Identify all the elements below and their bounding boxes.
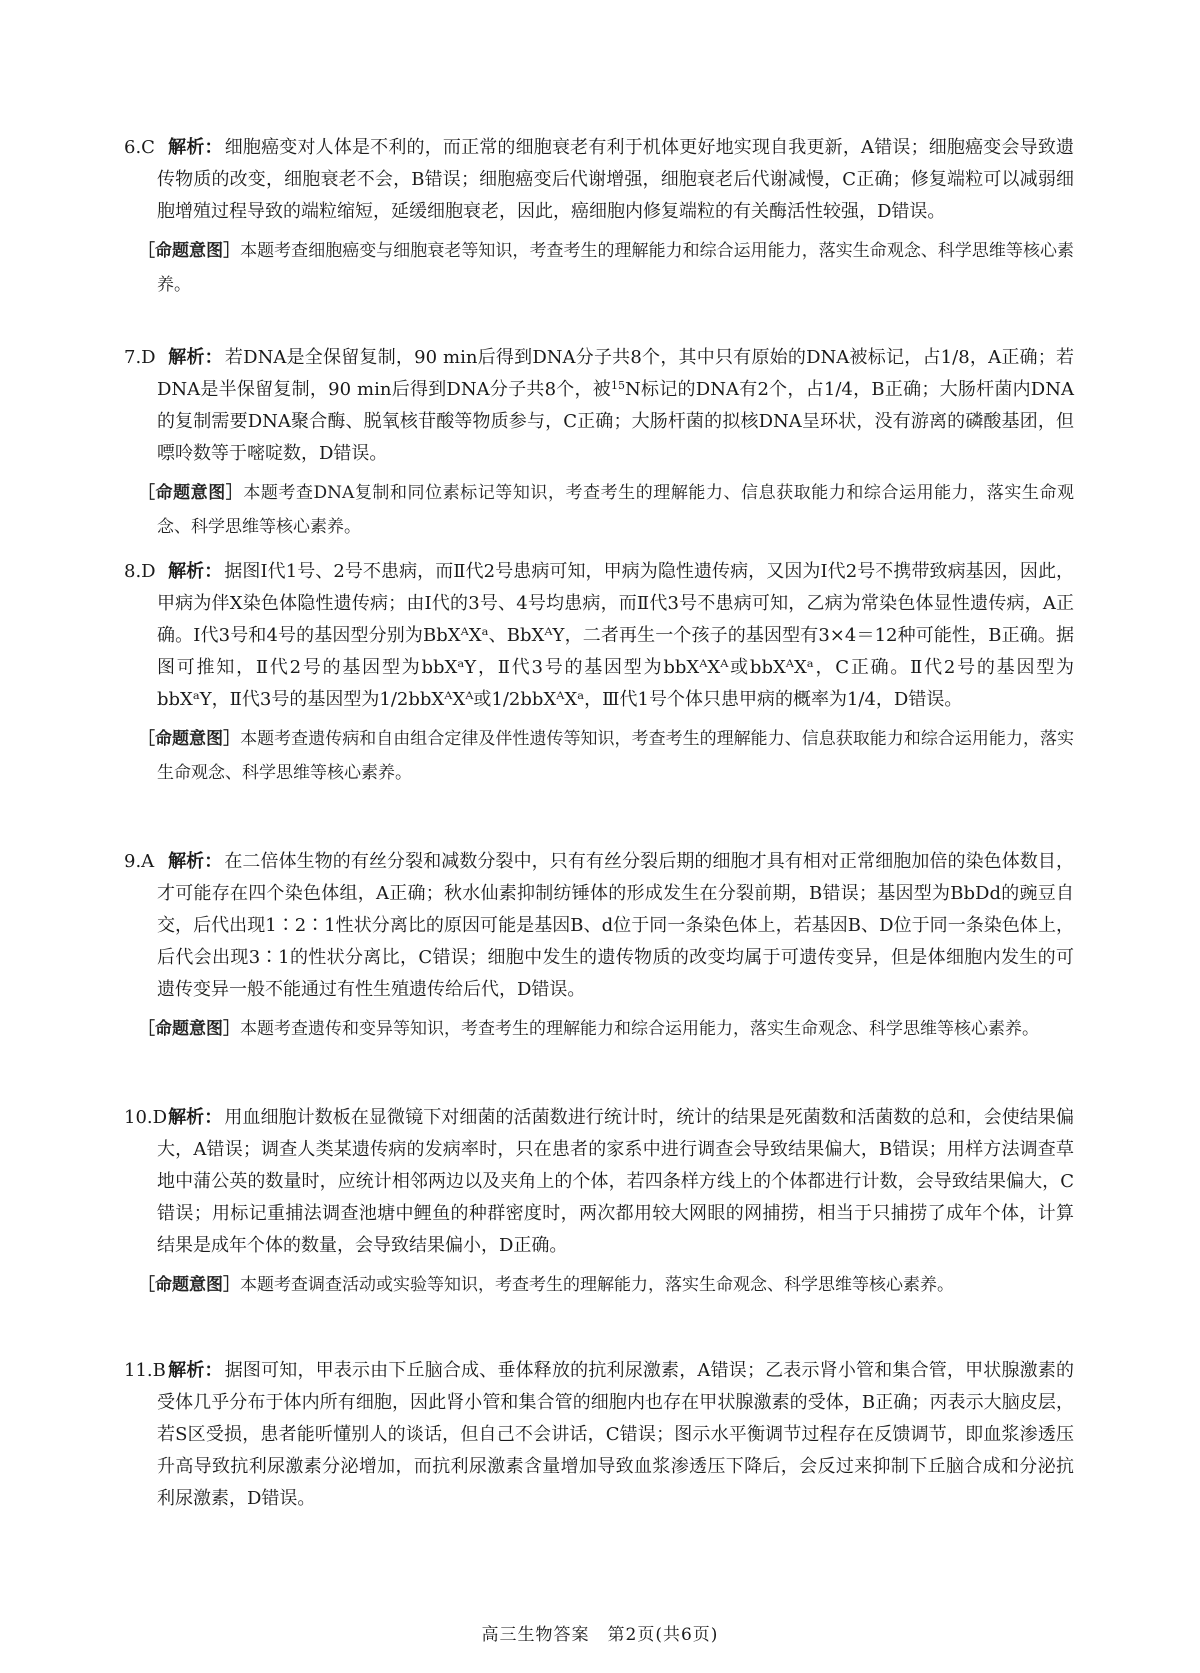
intent-text: 本题考查遗传和变异等知识，考查考生的理解能力和综合运用能力，落实生命观念、科学思维等核心素养。 [240,1019,1039,1039]
page-footer: 高三生物答案 第2页(共6页) [481,1625,719,1645]
analysis-text: 据图Ⅰ代1号、2号不患病，而Ⅱ代2号患病可知，甲病为隐性遗传病，又因为Ⅰ代2号不携带致病基因，因此，甲病为伴X染色体隐性遗传病；由Ⅰ代的3号、4号均患病，而Ⅱ代3号不患病可知，乙病为常染色体显性遗传病，A正确。Ⅰ代3号和4号的基因型分别为BbXᴬXᵃ、BbXᴬY，二者再生一个孩子的基因型有3×4＝12种可能性，B正确。据图可推知，Ⅱ代2号的基因型为bbXᵃY，Ⅱ代3号的基因型为bbXᴬXᴬ或bbXᴬXᵃ，C正确。Ⅱ代2号的基因型为bbXᵃY，Ⅱ代3号的基因型为1/2bbXᴬXᴬ或1/2bbXᴬXᵃ，Ⅲ代1号个体只患甲病的概率为1/4，D错误。 [157,561,1075,710]
intent-block [124,1012,1074,1046]
intent-block [124,722,1074,790]
intent-label: ［命题意图］ [138,1019,240,1039]
analysis-label: 解析： [168,1107,223,1128]
analysis-text: 在二倍体生物的有丝分裂和减数分裂中，只有有丝分裂后期的细胞才具有相对正常细胞加倍的染色体数目，才可能存在四个染色体组，A正确；秋水仙素抑制纺锤体的形成发生在分裂前期，B错误；基因型为BbDd的豌豆自交，后代出现1∶2∶1性状分离比的原因可能是基因B、d位于同一条染色体上，若基因B、D位于同一条染色体上，后代会出现3∶1的性状分离比，C错误；细胞中发生的遗传物质的改变均属于可遗传变异，但是体细胞内发生的可遗传变异一般不能通过有性生殖遗传给后代，D错误。 [157,851,1075,1000]
answer-body [124,1355,1074,1515]
intent-block [124,1268,1074,1302]
analysis-label: 解析： [168,851,223,872]
question-number: 10.D [124,1107,168,1128]
intent-text: 本题考查DNA复制和同位素标记等知识，考查考生的理解能力、信息获取能力和综合运用能力，落实生命观念、科学思维等核心素养。 [157,483,1075,537]
analysis-label: 解析： [168,347,223,368]
intent-label: ［命题意图］ [138,1275,240,1295]
answer-item-6 [124,132,1074,302]
answer-body [124,1102,1074,1262]
question-number: 11.B [124,1360,166,1381]
analysis-text-part-2: N标记的DNA有2个，占1/4，B正确；大肠杆菌内DNA的复制需要DNA聚合酶、脱氧核苷酸等物质参与，C正确；大肠杆菌的拟核DNA呈环状，没有游离的磷酸基团，但嘌呤数等于嘧啶数，D错误。 [157,379,1074,464]
isotope-superscript: 15 [611,379,626,392]
question-number: 8.D [124,561,156,582]
analysis-text-part-1: 若DNA是全保留复制，90 min后得到DNA分子共8个，其中只有原始的DNA被标记，占1/8，A正确；若DNA是半保留复制，90 min后得到DNA分子共8个，被 [157,347,1075,400]
analysis-text: 细胞癌变对人体是不利的，而正常的细胞衰老有利于机体更好地实现自我更新，A错误；细胞癌变会导致遗传物质的改变，细胞衰老不会，B错误；细胞癌变后代谢增强，细胞衰老后代谢减慢，C正确；修复端粒可以减弱细胞增殖过程导致的端粒缩短，延缓细胞衰老，因此，癌细胞内修复端粒的有关酶活性较强，D错误。 [157,137,1075,222]
answer-body [124,132,1074,228]
intent-text: 本题考查遗传病和自由组合定律及伴性遗传等知识，考查考生的理解能力、信息获取能力和综合运用能力，落实生命观念、科学思维等核心素养。 [157,729,1075,783]
answer-item-11 [124,1355,1074,1515]
answer-item-10 [124,1102,1074,1302]
analysis-text: 据图可知，甲表示由下丘脑合成、垂体释放的抗利尿激素，A错误；乙表示肾小管和集合管，甲状腺激素的受体几乎分布于体内所有细胞，因此肾小管和集合管的细胞内也存在甲状腺激素的受体，B正确；丙表示大脑皮层，若S区受损，患者能听懂别人的谈话，但自己不会讲话，C错误；图示水平衡调节过程存在反馈调节，即血浆渗透压升高导致抗利尿激素分泌增加，而抗利尿激素含量增加导致血浆渗透压下降后，会反过来抑制下丘脑合成和分泌抗利尿激素，D错误。 [157,1360,1075,1509]
answer-item-8 [124,556,1074,790]
intent-text: 本题考查调查活动或实验等知识，考查考生的理解能力，落实生命观念、科学思维等核心素养。 [240,1275,954,1295]
answer-body [124,556,1074,716]
analysis-text: 用血细胞计数板在显微镜下对细菌的活菌数进行统计时，统计的结果是死菌数和活菌数的总和，会使结果偏大，A错误；调查人类某遗传病的发病率时，只在患者的家系中进行调查会导致结果偏大，B错误；用样方法调查草地中蒲公英的数量时，应统计相邻两边以及夹角上的个体，若四条样方线上的个体都进行计数，会导致结果偏大，C错误；用标记重捕法调查池塘中鲤鱼的种群密度时，两次都用较大网眼的网捕捞，相当于只捕捞了成年个体，计算结果是成年个体的数量，会导致结果偏小，D正确。 [157,1107,1075,1256]
intent-block [124,476,1074,544]
question-number: 6.C [124,137,155,158]
answer-item-9 [124,846,1074,1046]
intent-label: ［命题意图］ [138,241,241,261]
answer-item-7 [124,342,1074,544]
analysis-label: 解析： [168,1360,223,1381]
intent-text: 本题考查细胞癌变与细胞衰老等知识，考查考生的理解能力和综合运用能力，落实生命观念、科学思维等核心素养。 [157,241,1075,295]
intent-label: ［命题意图］ [138,729,241,749]
intent-block [124,234,1074,302]
question-number: 7.D [124,347,156,368]
answer-body [124,342,1074,470]
question-number: 9.A [124,851,155,872]
answer-body [124,846,1074,1006]
analysis-label: 解析： [168,561,223,582]
analysis-label: 解析： [168,137,223,158]
intent-label: ［命题意图］ [138,483,244,503]
